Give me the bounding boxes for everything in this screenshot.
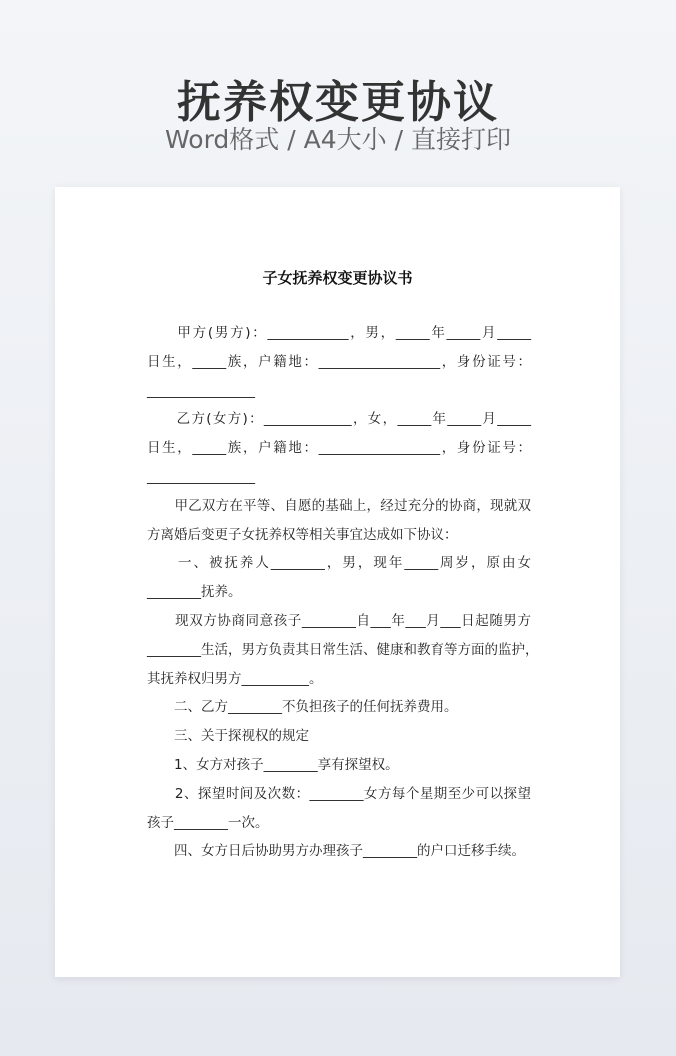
document-line: ________________ [147, 382, 255, 399]
document-line: 日生，_____族，户籍地：__________________，身份证号： [147, 353, 531, 370]
document-line: 2、探望时间及次数：________女方每个星期至少可以探望 [147, 785, 531, 802]
document-line: 甲乙双方在平等、自愿的基础上，经过充分的协商，现就双 [147, 497, 531, 514]
document-line: 1、女方对孩子________享有探望权。 [147, 757, 399, 773]
document-line: 四、女方日后协助男方办理孩子________的户口迁移手续。 [147, 843, 525, 860]
document-line: 现双方协商同意孩子________自___年___月___日起随男方 [147, 613, 531, 629]
document-line: ________________ [147, 469, 255, 485]
document-line: 乙方(女方)：_____________，女，_____年_____月_____ [147, 411, 531, 428]
page-title: 抚养权变更协议 [177, 77, 499, 128]
document-line: ________生活，男方负责其日常生活、健康和教育等方面的监护， [147, 641, 539, 658]
page-subtitle: Word格式 / A4大小 / 直接打印 [165, 125, 511, 154]
document-line: 方离婚后变更子女抚养权等相关事宜达成如下协议： [147, 526, 458, 543]
document-title: 子女抚养权变更协议书 [262, 269, 413, 287]
document-page [55, 187, 620, 977]
document-line: 其抚养权归男方__________。 [147, 670, 323, 687]
document-line: 三、关于探视权的规定 [147, 728, 309, 745]
document-line: ________抚养。 [147, 584, 242, 601]
document-line: 一、被抚养人________，男，现年_____周岁，原由女 [147, 555, 531, 572]
document-line: 孩子________一次。 [147, 814, 269, 831]
document-line: 二、乙方________不负担孩子的任何抚养费用。 [147, 699, 458, 716]
document-line: 甲方(男方)：____________，男，_____年_____月_____ [147, 325, 531, 341]
document-line: 日生，_____族，户籍地：__________________，身份证号： [147, 440, 531, 457]
